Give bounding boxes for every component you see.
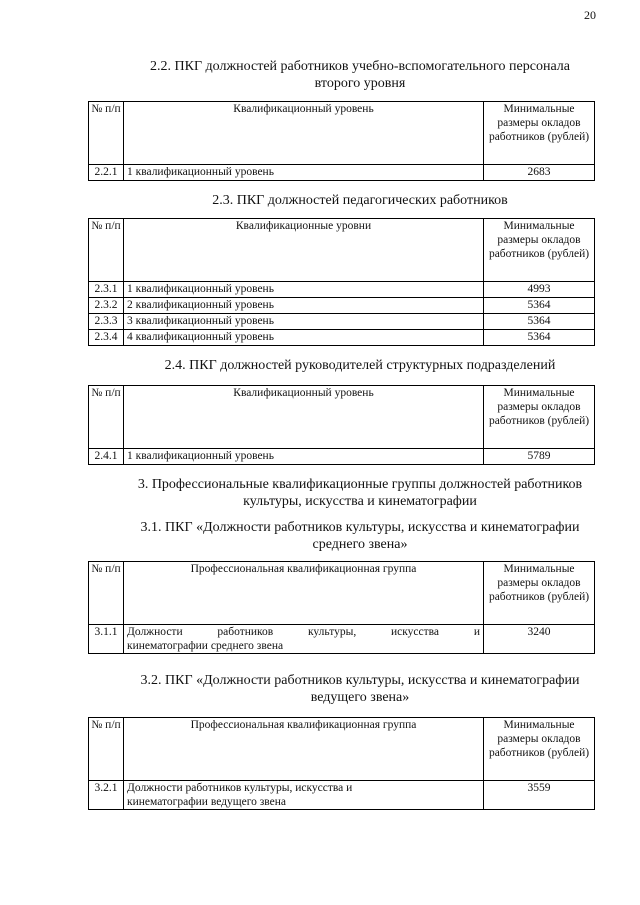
column-header-salary: Минимальные размеры окладов работников (рублей) <box>484 102 595 165</box>
heading-line: 3.1. ПКГ «Должности работников культуры, искусства и кинематографии <box>140 520 580 535</box>
heading-line: второго уровня <box>314 76 406 91</box>
row-name-line: Должности работников культуры, искусства и <box>127 782 353 794</box>
table-row <box>89 625 595 654</box>
heading-line: 3.2. ПКГ «Должности работников культуры, искусства и кинематографии <box>140 673 580 688</box>
row-number: 2.2.1 <box>89 165 124 181</box>
row-salary: 3559 <box>484 781 595 810</box>
row-name <box>124 625 484 654</box>
heading-line: 2.4. ПКГ должностей руководителей структурных подразделений <box>164 358 556 373</box>
column-header-salary: Минимальные размеры окладов работников (рублей) <box>484 386 595 449</box>
row-salary: 4993 <box>484 282 595 298</box>
row-name <box>124 781 484 810</box>
column-header-group: Профессиональная квалификационная группа <box>124 718 484 781</box>
row-number: 2.3.3 <box>89 314 124 330</box>
table-2-4 <box>88 385 595 465</box>
row-name: 1 квалификационный уровень <box>124 165 484 181</box>
row-number: 2.4.1 <box>89 449 124 465</box>
row-name: 4 квалификационный уровень <box>124 330 484 346</box>
table-2-3 <box>88 218 595 346</box>
table-row <box>89 781 595 810</box>
table-row <box>89 330 595 346</box>
section-3-heading <box>120 476 600 510</box>
heading-line: среднего звена» <box>312 537 408 552</box>
row-salary: 5364 <box>484 298 595 314</box>
heading-line: ведущего звена» <box>310 690 410 705</box>
row-name: 2 квалификационный уровень <box>124 298 484 314</box>
column-header-salary: Минимальные размеры окладов работников (рублей) <box>484 219 595 282</box>
row-number: 3.1.1 <box>89 625 124 654</box>
table-row <box>89 314 595 330</box>
table-row <box>89 282 595 298</box>
column-header-levels: Квалификационные уровни <box>124 219 484 282</box>
column-header-number: № п/п <box>89 219 124 282</box>
column-header-group: Профессиональная квалификационная группа <box>124 562 484 625</box>
row-salary: 5789 <box>484 449 595 465</box>
column-header-number: № п/п <box>89 718 124 781</box>
table-row <box>89 449 595 465</box>
heading-line: 2.2. ПКГ должностей работников учебно-вспомогательного персонала <box>150 59 570 74</box>
row-salary: 2683 <box>484 165 595 181</box>
heading-line: культуры, искусства и кинематографии <box>243 494 477 509</box>
section-2-4-heading <box>120 357 600 374</box>
column-header-salary: Минимальные размеры окладов работников (рублей) <box>484 562 595 625</box>
row-salary: 5364 <box>484 314 595 330</box>
heading-line: 2.3. ПКГ должностей педагогических работников <box>212 193 508 208</box>
section-2-2-heading <box>120 58 600 92</box>
table-3-1 <box>88 561 595 654</box>
row-name-line: Должности работников культуры, искусства и <box>127 626 480 638</box>
row-name-line: кинематографии среднего звена <box>127 640 284 652</box>
row-name: 1 квалификационный уровень <box>124 449 484 465</box>
column-header-number: № п/п <box>89 562 124 625</box>
row-number: 2.3.2 <box>89 298 124 314</box>
table-row <box>89 165 595 181</box>
row-number: 2.3.1 <box>89 282 124 298</box>
column-header-level: Квалификационный уровень <box>124 386 484 449</box>
row-number: 2.3.4 <box>89 330 124 346</box>
section-3-1-heading <box>120 519 600 553</box>
row-number: 3.2.1 <box>89 781 124 810</box>
row-name: 1 квалификационный уровень <box>124 282 484 298</box>
row-salary: 3240 <box>484 625 595 654</box>
row-name-line: кинематографии ведущего звена <box>127 796 287 808</box>
heading-line: 3. Профессиональные квалификационные группы должностей работников <box>137 477 583 492</box>
column-header-level: Квалификационный уровень <box>124 102 484 165</box>
section-2-3-heading <box>120 192 600 209</box>
column-header-salary: Минимальные размеры окладов работников (рублей) <box>484 718 595 781</box>
table-row <box>89 298 595 314</box>
column-header-number: № п/п <box>89 102 124 165</box>
row-name: 3 квалификационный уровень <box>124 314 484 330</box>
table-2-2 <box>88 101 595 181</box>
section-3-2-heading <box>120 672 600 706</box>
row-salary: 5364 <box>484 330 595 346</box>
column-header-number: № п/п <box>89 386 124 449</box>
table-3-2 <box>88 717 595 810</box>
page-number: 20 <box>584 8 596 22</box>
